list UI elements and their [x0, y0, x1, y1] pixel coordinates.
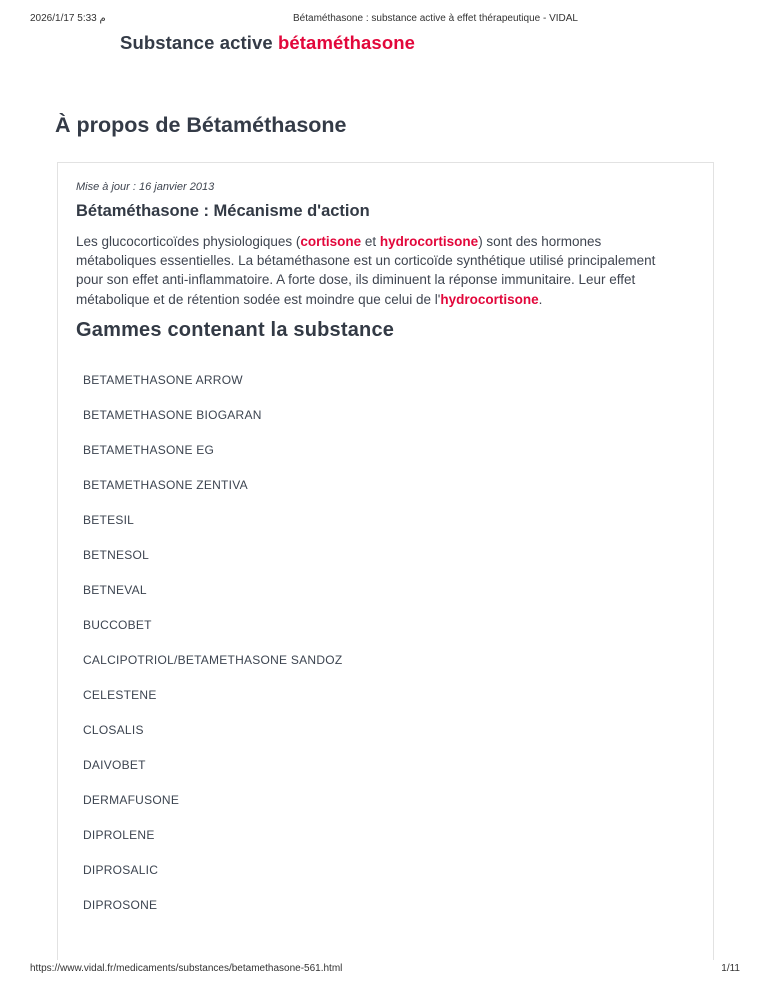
cortisone-link[interactable]: cortisone	[300, 234, 362, 249]
range-item-link[interactable]: BETAMETHASONE ARROW	[83, 372, 243, 387]
range-item-link[interactable]: CALCIPOTRIOL/BETAMETHASONE SANDOZ	[83, 652, 343, 667]
range-item-link[interactable]: BETAMETHASONE EG	[83, 442, 215, 457]
ranges-heading: Gammes contenant la substance	[76, 318, 395, 341]
hydrocortisone-link[interactable]: hydrocortisone	[440, 291, 539, 307]
range-item-link[interactable]: DIPROLENE	[83, 827, 155, 842]
range-item-link[interactable]: BETAMETHASONE ZENTIVA	[83, 477, 248, 492]
paragraph-text: ) sont des hormones métaboliques essentielles. La bétaméthasone est un corticoïde synthétique utilisé principalement pour son effet anti-inflammatoire. A forte dose, ils diminuent la réponse immunitaire. Leur effet métabolique et de rétention sodée est moindre que celui de l'	[76, 234, 656, 307]
mechanism-paragraph	[76, 232, 658, 309]
paragraph-text: et	[361, 234, 380, 249]
range-item-link[interactable]: CLOSALIS	[83, 722, 144, 737]
page-title-prefix: Substance active	[120, 32, 278, 53]
paragraph-text: Les glucocorticoïdes physiologiques (	[76, 234, 301, 249]
about-heading: À propos de Bétaméthasone	[55, 113, 347, 137]
range-item-link[interactable]: CELESTENE	[83, 687, 157, 702]
print-footer-url: https://www.vidal.fr/medicaments/substances/betamethasone-561.html	[30, 963, 343, 974]
page-title-substance: bétaméthasone	[278, 32, 416, 53]
range-item-link[interactable]: DIPROSALIC	[83, 862, 159, 877]
mechanism-heading: Bétaméthasone : Mécanisme d'action	[76, 202, 370, 220]
range-item-link[interactable]: BETAMETHASONE BIOGARAN	[83, 407, 262, 422]
last-updated-label: Mise à jour : 16 janvier 2013	[76, 181, 215, 193]
ranges-list	[76, 373, 695, 912]
print-header-datetime: م 5:33 2026/1/17	[30, 13, 106, 24]
hydrocortisone-link[interactable]: hydrocortisone	[379, 234, 479, 249]
page-title	[120, 32, 415, 54]
range-item-link[interactable]: BUCCOBET	[83, 617, 152, 632]
range-item-link[interactable]: DERMAFUSONE	[83, 792, 180, 807]
range-item-link[interactable]: BETESIL	[83, 512, 135, 527]
print-footer-page-number: 1/11	[721, 963, 740, 974]
range-item-link[interactable]: BETNESOL	[83, 547, 150, 562]
substance-card	[57, 162, 714, 960]
range-item-link[interactable]: DIPROSONE	[83, 897, 158, 912]
range-item-link[interactable]: DAIVOBET	[83, 757, 146, 772]
paragraph-text: .	[538, 291, 543, 307]
print-header-doc-title: Bétaméthasone : substance active à effet thérapeutique - VIDAL	[293, 13, 578, 24]
range-item-link[interactable]: BETNEVAL	[83, 582, 147, 597]
